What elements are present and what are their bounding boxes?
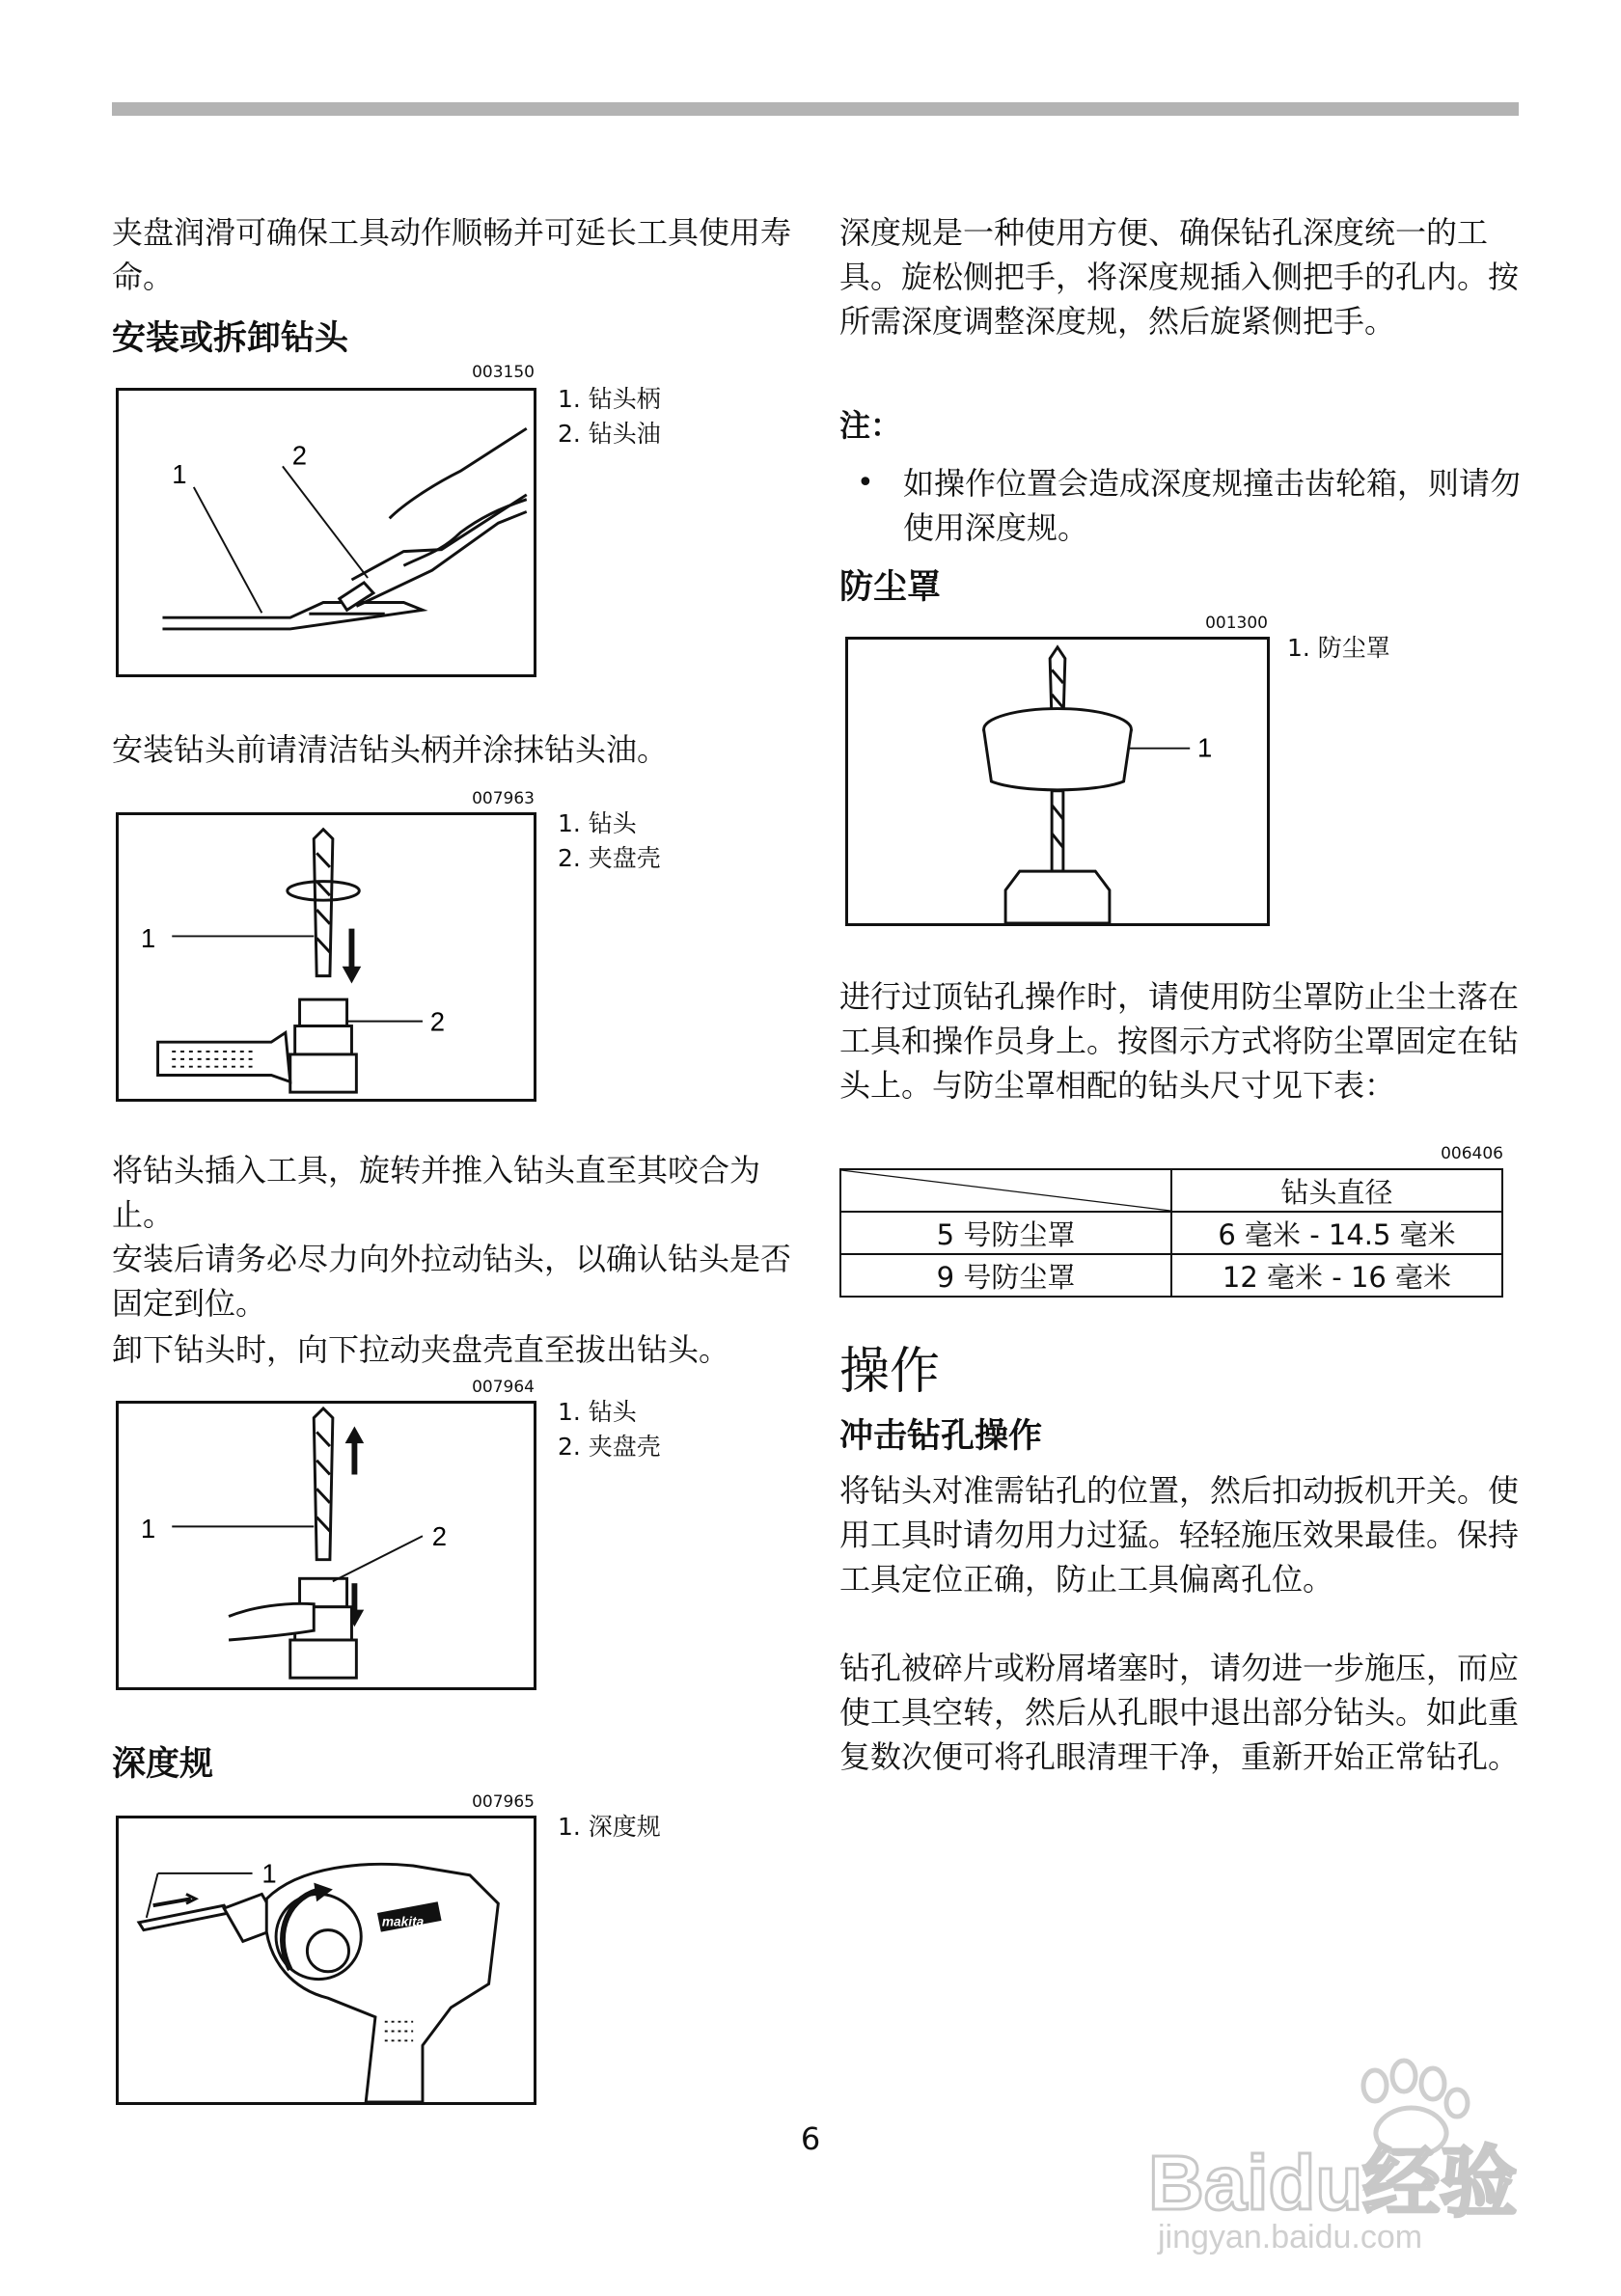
fig5-legend bbox=[1287, 631, 1390, 666]
note-bullet: • bbox=[857, 466, 874, 500]
dust-cup-illustration bbox=[848, 640, 1267, 923]
legend-item: 1. 钻头 bbox=[558, 1398, 637, 1426]
figure-bit-oil bbox=[116, 388, 536, 677]
legend-item: 1. 深度规 bbox=[558, 1813, 661, 1841]
dust-cup-paragraph: 进行过顶钻孔操作时，请使用防尘罩防止尘土落在工具和操作员身上。按图示方式将防尘罩固定在钻头上。与防尘罩相配的钻头尺寸见下表： bbox=[839, 978, 1520, 1104]
table-cell-label: 9 号防尘罩 bbox=[840, 1254, 1171, 1297]
figure-id-007964: 007964 bbox=[472, 1378, 535, 1397]
table-cell-label: 5 号防尘罩 bbox=[840, 1212, 1171, 1254]
page-number: 6 bbox=[800, 2120, 821, 2157]
figure-id-007965: 007965 bbox=[472, 1792, 535, 1812]
fig2-legend bbox=[558, 806, 661, 876]
operation-paragraph-1: 将钻头对准需钻孔的位置，然后扣动扳机开关。使用工具时请勿用力过猛。轻轻施压效果最佳。保持工具定位正确，防止工具偏离孔位。 bbox=[839, 1472, 1520, 1598]
fig1-callout-2: 2 bbox=[291, 440, 307, 471]
legend-item: 1. 钻头 bbox=[558, 809, 637, 837]
section-heading-depth-gauge: 深度规 bbox=[112, 1745, 214, 1784]
operation-paragraph-2: 钻孔被碎片或粉屑堵塞时，请勿进一步施压，而应使工具空转，然后从孔眼中退出部分钻头。如此重复数次便可将孔眼清理干净，重新开始正常钻孔。 bbox=[839, 1650, 1520, 1775]
table-id-006406: 006406 bbox=[1441, 1144, 1503, 1163]
insert-paragraph: 将钻头插入工具，旋转并推入钻头直至其咬合为止。 bbox=[112, 1152, 761, 1233]
fig1-callout-1: 1 bbox=[172, 459, 187, 490]
table-cell-value: 12 毫米 - 16 毫米 bbox=[1171, 1254, 1502, 1297]
section-heading-operation: 操作 bbox=[839, 1343, 941, 1401]
fig1-legend bbox=[558, 382, 661, 451]
legend-item: 2. 钻头油 bbox=[558, 420, 661, 448]
baidu-watermark bbox=[1139, 2055, 1544, 2257]
bit-oil-illustration bbox=[119, 391, 534, 674]
fig3-legend bbox=[558, 1395, 661, 1464]
watermark-brand-text: Baidu经验 bbox=[1148, 2140, 1518, 2226]
figure-remove-bit bbox=[116, 1401, 536, 1690]
bit-size-table bbox=[839, 1168, 1503, 1298]
table-header-row bbox=[840, 1169, 1502, 1212]
depth-gauge-illustration bbox=[119, 1818, 534, 2102]
figure-id-001300: 001300 bbox=[1205, 614, 1268, 633]
table-cell-value: 6 毫米 - 14.5 毫米 bbox=[1171, 1212, 1502, 1254]
figure-dust-cup bbox=[845, 637, 1270, 926]
fig1-caption: 安装钻头前请清洁钻头柄并涂抹钻头油。 bbox=[112, 731, 669, 768]
subheading-hammer-drilling: 冲击钻孔操作 bbox=[839, 1417, 1043, 1456]
intro-paragraph: 夹盘润滑可确保工具动作顺畅并可延长工具使用寿命。 bbox=[112, 214, 792, 295]
fig4-legend bbox=[558, 1810, 661, 1845]
makita-brand-label: makita bbox=[381, 1914, 425, 1929]
fig5-callout-1: 1 bbox=[1197, 732, 1213, 763]
note-label: 注： bbox=[839, 407, 902, 444]
insert-bit-illustration bbox=[119, 815, 534, 1099]
table-header-bit-diameter: 钻头直径 bbox=[1171, 1169, 1502, 1212]
legend-item: 2. 夹盘壳 bbox=[558, 844, 661, 872]
figure-insert-bit bbox=[116, 812, 536, 1102]
section-heading-dust-cup: 防尘罩 bbox=[839, 568, 942, 607]
figure-id-007963: 007963 bbox=[472, 789, 535, 808]
depth-gauge-paragraph: 深度规是一种使用方便、确保钻孔深度统一的工具。旋松侧把手，将深度规插入侧把手的孔内。按所需深度调整深度规，然后旋紧侧把手。 bbox=[839, 214, 1520, 340]
baidu-paw-icon bbox=[1139, 2055, 1544, 2257]
legend-item: 1. 防尘罩 bbox=[1287, 634, 1390, 662]
watermark-url-text: jingyan.baidu.com bbox=[1158, 2219, 1423, 2255]
figure-depth-gauge bbox=[116, 1816, 536, 2105]
table-row bbox=[840, 1254, 1502, 1297]
note-text: 如操作位置会造成深度规撞击齿轮箱，则请勿使用深度规。 bbox=[903, 465, 1522, 546]
fig2-callout-1: 1 bbox=[140, 923, 156, 954]
table-row bbox=[840, 1212, 1502, 1254]
fig3-callout-1: 1 bbox=[140, 1514, 156, 1544]
section-heading-install-bit: 安装或拆卸钻头 bbox=[112, 319, 349, 358]
table-corner-diagonal bbox=[841, 1170, 1170, 1211]
remove-bit-illustration bbox=[119, 1404, 534, 1687]
remove-paragraph: 卸下钻头时，向下拉动夹盘壳直至拔出钻头。 bbox=[112, 1331, 730, 1368]
check-paragraph: 安装后请务必尽力向外拉动钻头，以确认钻头是否固定到位。 bbox=[112, 1241, 792, 1322]
fig4-callout-1: 1 bbox=[261, 1858, 277, 1889]
figure-id-003150: 003150 bbox=[472, 363, 535, 382]
table-corner-cell bbox=[840, 1169, 1171, 1212]
legend-item: 2. 夹盘壳 bbox=[558, 1433, 661, 1461]
fig3-callout-2: 2 bbox=[431, 1521, 448, 1551]
fig2-callout-2: 2 bbox=[429, 1006, 446, 1037]
legend-item: 1. 钻头柄 bbox=[558, 385, 661, 413]
header-rule bbox=[112, 102, 1519, 116]
